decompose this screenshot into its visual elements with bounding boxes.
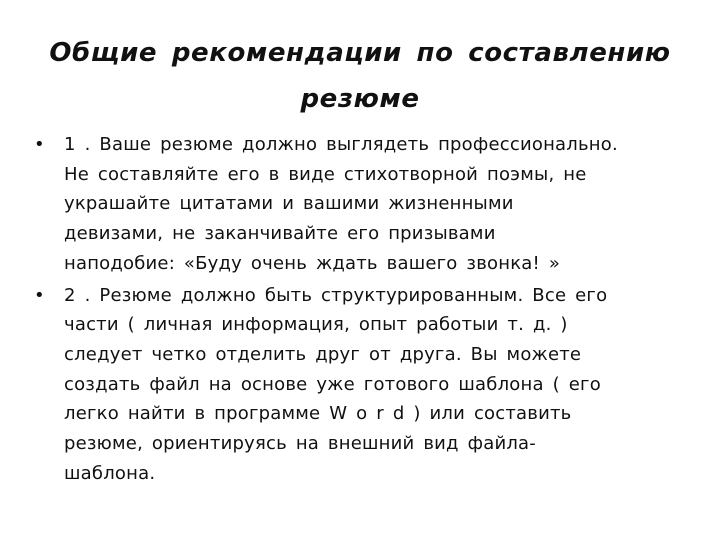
- bullet-1-line-1: 1 . Ваше резюме должно выглядеть профессионально.: [64, 134, 618, 155]
- bullet-2-line-2: части ( личная информация, опыт работыи т. д. ): [64, 314, 568, 336]
- bullet-1-line-5: наподобие: «Буду очень ждать вашего звонка! »: [64, 252, 561, 274]
- bullet-2-line-7: шаблона.: [64, 462, 156, 484]
- bullet-2-line-5: легко найти в программе W o r d ) или составить: [64, 403, 572, 425]
- slide-title-line-1: Общие рекомендации по составлению: [49, 38, 671, 68]
- bullet-1-line-4: девизами, не заканчивайте его призывами: [64, 223, 496, 245]
- bullet-1-line-2: Не составляйте его в виде стихотворной поэмы, не: [64, 163, 587, 185]
- bullet-2-line-6: резюме, ориентируясь на внешний вид файла-: [64, 433, 536, 455]
- slide-title-line-2: резюме: [300, 84, 420, 114]
- bullet-2-line-1: 2 . Резюме должно быть структурированным. Все его: [64, 284, 608, 306]
- bullet-list: [34, 130, 684, 490]
- bullet-item-2: [34, 281, 684, 489]
- bullet-1-line-3: украшайте цитатами и вашими жизненными: [64, 193, 514, 215]
- bullet-2-line-3: следует четко отделить друг от друга. Вы можете: [64, 343, 582, 365]
- bullet-marker: •: [34, 284, 45, 306]
- bullet-2-line-4: создать файл на основе уже готового шаблона ( его: [64, 373, 601, 395]
- slide-title: [30, 30, 690, 122]
- bullet-marker: •: [34, 134, 45, 155]
- bullet-item-1: [34, 130, 684, 279]
